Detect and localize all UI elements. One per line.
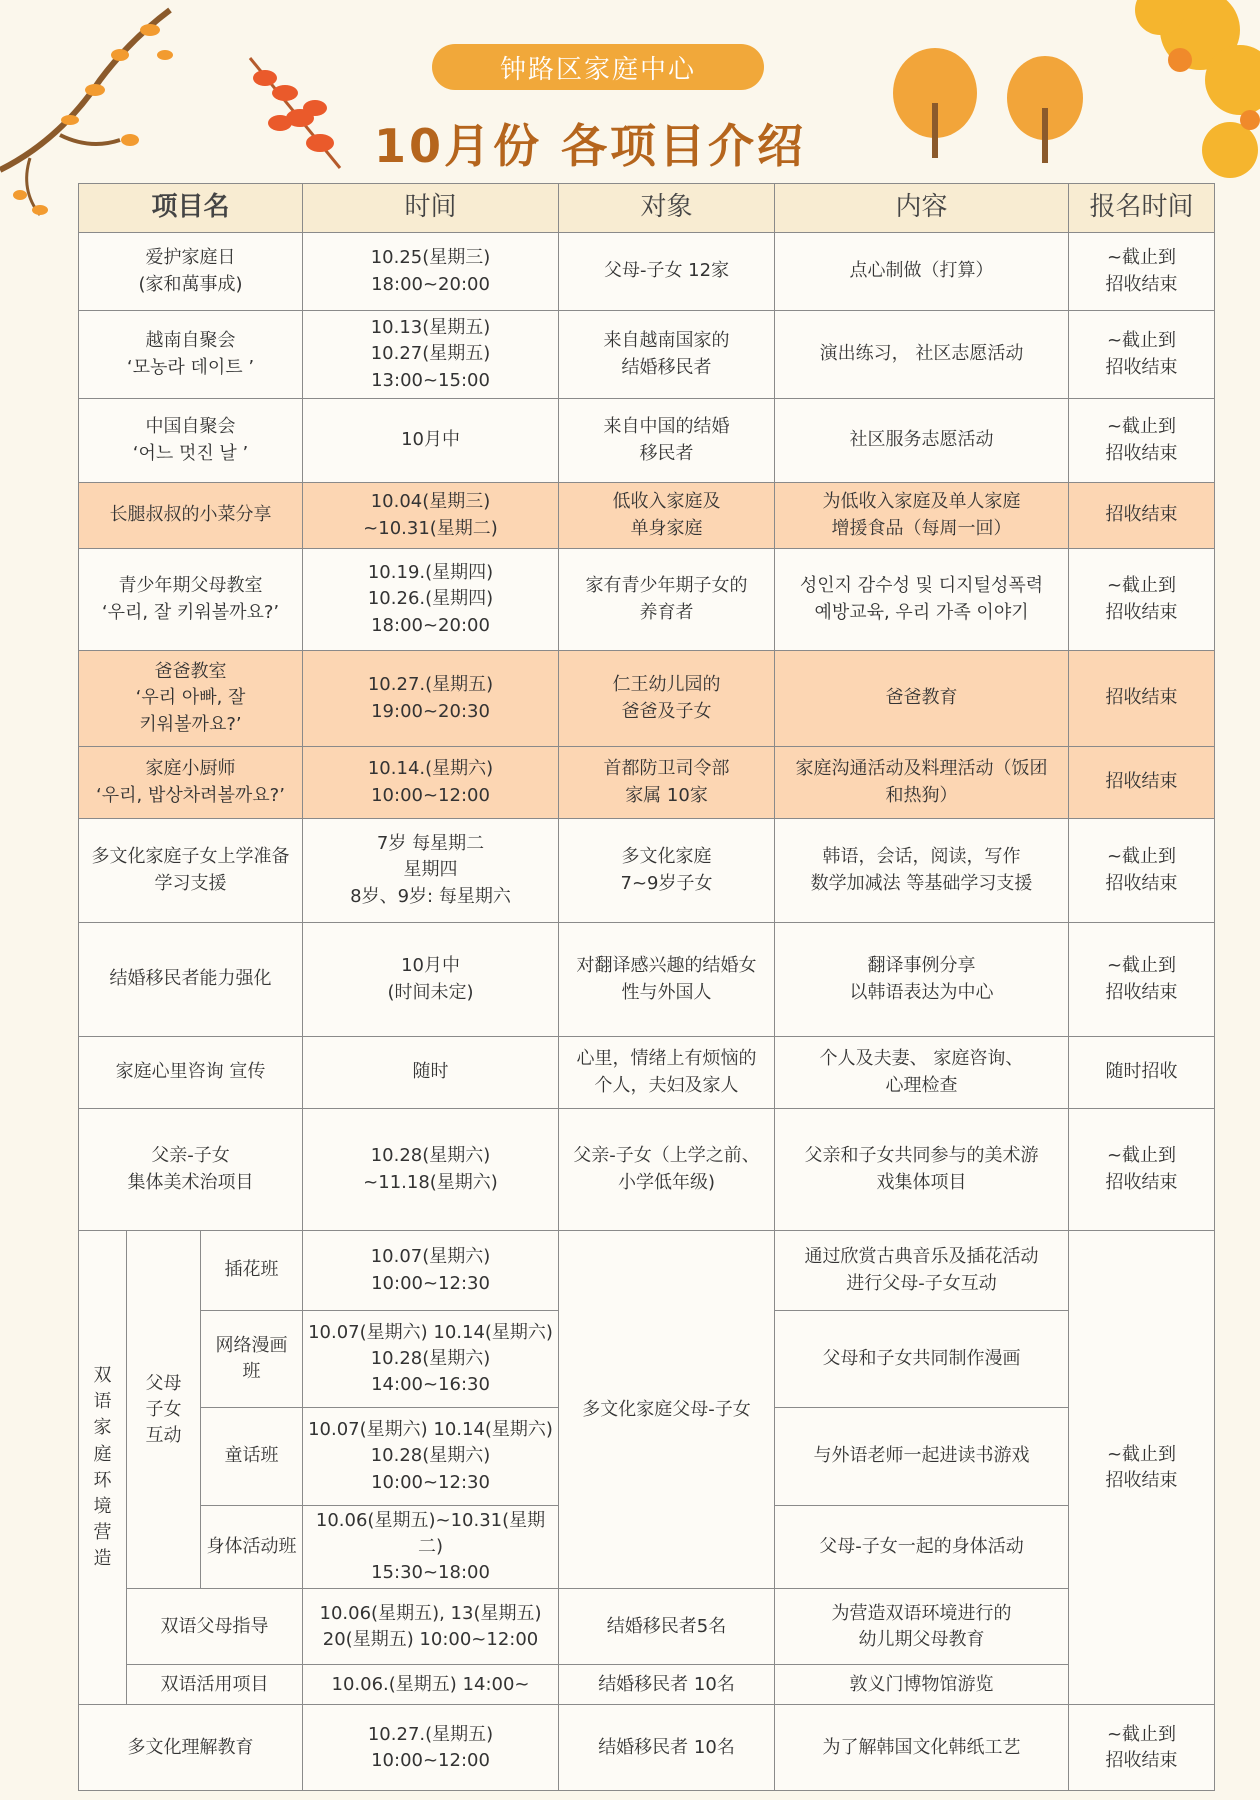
table-row [79,399,1215,483]
program-target: 仁王幼儿园的 爸爸及子女 [612,674,721,722]
table-row [79,549,1215,651]
class-time: 10.07(星期六) 10:00~12:30 [370,1246,491,1294]
program-content: 点心制做（打算） [849,260,994,282]
program-target: 心里，情绪上有烦恼的 个人，夫妇及家人 [576,1048,757,1096]
program-name: 长腿叔叔的小菜分享 [109,504,272,526]
autumn-tree-icon [890,48,1090,168]
program-content: 父亲和子女共同参与的美术游 戏集体项目 [804,1145,1039,1193]
program-time: 10.04(星期三) ~10.31(星期二) [363,491,498,539]
program-target: 家有青少年期子女的 养育者 [585,575,748,623]
program-content: 성인지 감수성 및 디지털성폭력 예방교육, 우리 가족 이야기 [799,575,1044,623]
program-name: 越南自聚会 ‘모농라 데이트 ’ [126,330,255,378]
table-row [79,923,1215,1037]
program-content: 为营造双语环境进行的 幼儿期父母教育 [831,1602,1012,1650]
class-content: 通过欣赏古典音乐及插花活动 进行父母-子女互动 [804,1246,1039,1294]
table-row-bilingual-class [79,1231,1215,1311]
program-target: 结婚移民者 10名 [598,1673,735,1695]
page-title: 10月份 各项目介绍 [373,119,807,173]
bilingual-subgroup-label: 父母 子女 互动 [145,1372,182,1446]
program-registration: 招收结束 [1105,771,1178,793]
class-name: 童话班 [224,1445,279,1467]
program-name: 多文化理解教育 [127,1736,254,1758]
program-name: 结婚移民者能力强化 [109,968,272,990]
program-content: 翻译事例分享 以韩语表达为中心 [849,955,994,1003]
center-name: 钟路区家庭中心 [499,54,696,85]
class-name: 网络漫画 班 [215,1334,288,1382]
program-content: 家庭沟通活动及料理活动（饭团 和热狗） [795,758,1048,806]
table-row [79,1109,1215,1231]
column-header-target: 对象 [559,184,775,233]
program-time: 7岁 每星期二 星期四 8岁、9岁: 每星期六 [350,833,511,907]
bilingual-registration: ~截止到 招收结束 [1105,1443,1178,1491]
class-content: 父母-子女一起的身体活动 [819,1536,1024,1558]
bilingual-target: 多文化家庭父母-子女 [582,1398,751,1420]
table-row [79,819,1215,923]
column-header-content: 内容 [775,184,1069,233]
class-time: 10.07(星期六) 10.14(星期六) 10.28(星期六) 10:00~12:30 [308,1419,553,1493]
table-row-highlighted [79,651,1215,747]
program-table [78,183,1215,1791]
program-time: 10.19.(星期四) 10.26.(星期四) 18:00~20:00 [367,562,494,636]
program-target: 对翻译感兴趣的结婚女 性与外国人 [576,955,757,1003]
program-content: 社区服务志愿活动 [849,429,994,451]
program-registration: ~截止到 招收结束 [1105,1723,1178,1771]
program-registration: 招收结束 [1105,687,1178,709]
program-target: 来自中国的结婚 移民者 [603,416,730,464]
program-target: 低收入家庭及 单身家庭 [612,491,721,539]
program-content: 敦义门博物馆游览 [849,1673,994,1695]
program-time: 10.06(星期五), 13(星期五) 20(星期五) 10:00~12:00 [319,1602,542,1650]
program-time: 10.28(星期六) ~11.18(星期六) [363,1145,498,1193]
program-time: 10.14.(星期六) 10:00~12:00 [367,758,494,806]
class-time: 10.07(星期六) 10.14(星期六) 10.28(星期六) 14:00~16:30 [308,1321,553,1396]
class-time: 10.06(星期五)~10.31(星期二) 15:30~18:00 [315,1510,546,1584]
column-header-registration: 报名时间 [1069,184,1215,233]
class-content: 与外语老师一起进读书游戏 [813,1445,1030,1467]
program-time: 10月中 (时间未定) [387,955,474,1003]
class-name: 身体活动班 [206,1536,297,1558]
program-target: 多文化家庭 7~9岁子女 [620,846,713,894]
program-name: 中国自聚会 ‘어느 멋진 날 ’ [132,416,249,464]
table-row [79,1037,1215,1109]
program-target: 结婚移民者 10名 [598,1736,735,1758]
program-content: 爸爸教育 [885,687,958,709]
program-time: 10.25(星期三) 18:00~20:00 [370,247,491,295]
program-time: 10.13(星期五) 10.27(星期五) 13:00~15:00 [370,317,491,391]
program-name: 家庭小厨师 ‘우리, 밥상차려볼까요?’ [96,758,285,806]
program-name: 爱护家庭日 (家和萬事成) [138,247,243,295]
program-registration: ~截止到 招收结束 [1105,575,1178,623]
table-row [79,1589,1215,1665]
program-name: 青少年期父母教室 ‘우리, 잘 키워볼까요?’ [101,575,280,623]
bilingual-group-label: 双 语 家 庭 环 境 营 造 [93,1365,112,1569]
program-content: 为低收入家庭及单人家庭 增援食品（每周一回） [822,491,1021,539]
column-header-time: 时间 [303,184,559,233]
program-name: 家庭心里咨询 宣传 [115,1061,266,1083]
program-registration: 随时招收 [1105,1061,1178,1083]
program-time: 随时 [412,1061,449,1083]
program-registration: ~截止到 招收结束 [1105,846,1178,894]
program-registration: ~截止到 招收结束 [1105,955,1178,1003]
class-content: 父母和子女共同制作漫画 [822,1347,1021,1369]
table-row-highlighted [79,747,1215,819]
column-header-name: 项目名 [79,184,303,233]
program-name: 爸爸教室 ‘우리 아빠, 잘 키워볼까요?’ [135,661,246,735]
program-registration: 招收结束 [1105,504,1178,526]
program-name: 双语活用项目 [160,1673,269,1695]
program-time: 10.27.(星期五) 10:00~12:00 [367,1723,494,1771]
table-row-highlighted [79,483,1215,549]
program-target: 父亲-子女（上学之前、 小学低年级) [573,1145,760,1193]
program-registration: ~截止到 招收结束 [1105,330,1178,378]
center-name-badge [432,44,764,90]
program-target: 首都防卫司令部 家属 10家 [603,758,730,806]
table-row [79,1665,1215,1705]
program-target: 来自越南国家的 结婚移民者 [603,330,730,378]
program-name: 父亲-子女 集体美术治项目 [127,1145,254,1193]
program-target: 父母-子女 12家 [603,260,730,282]
table-row [79,233,1215,311]
program-content: 韩语，会话，阅读，写作 数学加减法 等基础学习支援 [810,846,1033,894]
table-header-row [79,184,1215,233]
program-time: 10月中 [401,429,460,451]
table-row [79,311,1215,399]
program-registration: ~截止到 招收结束 [1105,1145,1178,1193]
program-content: 为了解韩国文化韩纸工艺 [822,1736,1021,1758]
program-time: 10.06.(星期五) 14:00~ [331,1673,530,1695]
program-content: 演出练习， 社区志愿活动 [819,343,1024,365]
program-time: 10.27.(星期五) 19:00~20:30 [367,674,494,722]
table-row [79,1705,1215,1791]
class-name: 插花班 [224,1259,279,1281]
program-registration: ~截止到 招收结束 [1105,416,1178,464]
program-content: 个人及夫妻、 家庭咨询、 心理检查 [819,1048,1024,1096]
program-name: 多文化家庭子女上学准备 学习支援 [91,846,290,894]
program-registration: ~截止到 招收结束 [1105,247,1178,295]
autumn-foliage-corner-icon [1080,0,1260,190]
program-name: 双语父母指导 [160,1615,269,1637]
program-target: 结婚移民者5名 [606,1615,727,1637]
